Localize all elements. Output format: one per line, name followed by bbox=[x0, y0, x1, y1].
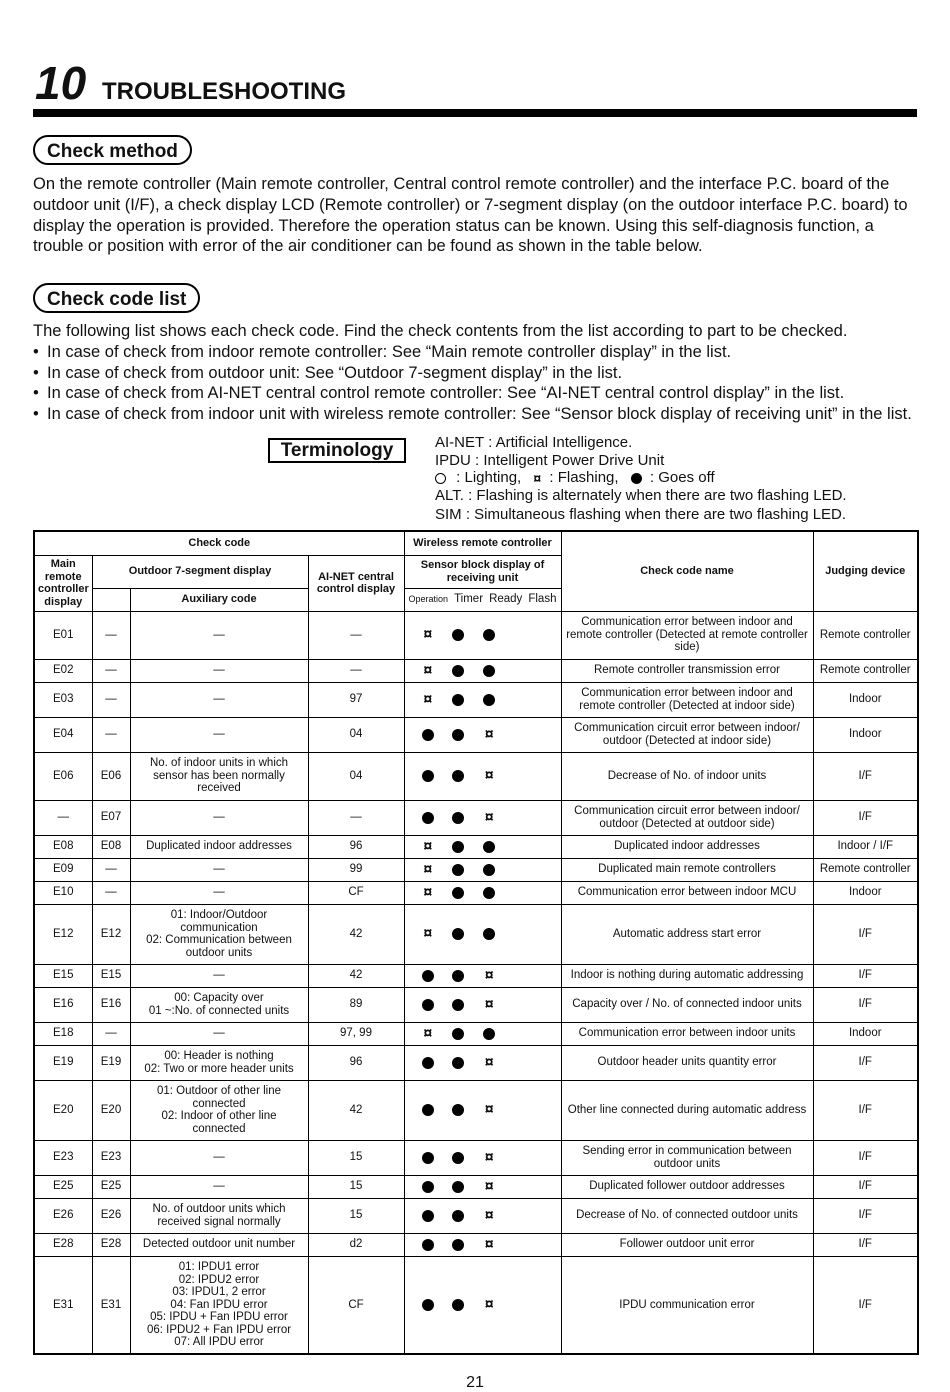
table-row bbox=[34, 1256, 918, 1354]
cell-name: Communication circuit error between indoor/ outdoor (Detected at indoor side) bbox=[561, 717, 813, 752]
flash-icon: ¤ bbox=[484, 808, 494, 826]
table-row bbox=[34, 904, 918, 964]
cell-judge: I/F bbox=[813, 1080, 918, 1140]
flash-icon: ¤ bbox=[423, 626, 433, 643]
flash-icon: ¤ bbox=[423, 837, 433, 855]
cell-name: Duplicated follower outdoor addresses bbox=[561, 1175, 813, 1198]
cell-ainet: CF bbox=[308, 881, 404, 904]
table-row bbox=[34, 881, 918, 904]
header-ainet: AI-NET central control display bbox=[308, 555, 404, 611]
cell-ainet: 42 bbox=[308, 1080, 404, 1140]
term-ainet: AI-NET : Artificial Intelligence. bbox=[435, 434, 633, 451]
dot-icon bbox=[452, 629, 464, 641]
term-alt: ALT. : Flashing is alternately when there are two flashing LED. bbox=[435, 486, 847, 504]
dot-icon bbox=[483, 864, 495, 876]
table-row bbox=[34, 858, 918, 881]
cell-aux: — bbox=[130, 1022, 308, 1045]
cell-aux: Detected outdoor unit number bbox=[130, 1233, 308, 1256]
header-judging-device: Judging device bbox=[813, 531, 918, 611]
dot-icon bbox=[452, 1181, 464, 1193]
flash-icon: ¤ bbox=[423, 860, 433, 878]
flash-icon: ¤ bbox=[484, 725, 494, 743]
cell-leds bbox=[404, 717, 561, 752]
cell-name: Communication error between indoor and remote controller (Detected at indoor side) bbox=[561, 682, 813, 717]
cell-aux: — bbox=[130, 682, 308, 717]
cell-name: Capacity over / No. of connected indoor units bbox=[561, 987, 813, 1022]
table-row bbox=[34, 1022, 918, 1045]
cell-leds bbox=[404, 987, 561, 1022]
cell-seg: E06 bbox=[92, 752, 130, 800]
cell-ainet: 15 bbox=[308, 1198, 404, 1233]
table-row bbox=[34, 659, 918, 682]
check-code-table bbox=[33, 530, 919, 1355]
terminology-list bbox=[435, 434, 847, 524]
cell-leds bbox=[404, 964, 561, 987]
dot-icon bbox=[422, 999, 434, 1011]
cell-aux: — bbox=[130, 1175, 308, 1198]
cell-judge: Indoor bbox=[813, 717, 918, 752]
cell-leds bbox=[404, 611, 561, 659]
cell-seg: — bbox=[92, 717, 130, 752]
page-number: 21 bbox=[466, 1374, 484, 1391]
cell-ainet: d2 bbox=[308, 1233, 404, 1256]
dot-icon bbox=[452, 864, 464, 876]
cell-name: Duplicated main remote controllers bbox=[561, 858, 813, 881]
cell-name: Communication error between indoor and remote controller (Detected at remote controller side) bbox=[561, 611, 813, 659]
chapter-title: TROUBLESHOOTING bbox=[102, 78, 346, 105]
flash-icon: ¤ bbox=[533, 469, 542, 486]
dot-icon bbox=[422, 1299, 434, 1311]
cell-main: E25 bbox=[34, 1175, 92, 1198]
flash-icon: ¤ bbox=[423, 661, 433, 679]
cell-judge: I/F bbox=[813, 1045, 918, 1080]
cell-judge: I/F bbox=[813, 800, 918, 835]
check-code-list-intro: The following list shows each check code. Find the check contents from the list according to part to be checked. bbox=[33, 322, 848, 340]
flash-icon: ¤ bbox=[423, 1024, 433, 1042]
cell-seg: E26 bbox=[92, 1198, 130, 1233]
cell-judge: I/F bbox=[813, 987, 918, 1022]
cell-aux: — bbox=[130, 1140, 308, 1175]
table-row bbox=[34, 800, 918, 835]
cell-seg: E28 bbox=[92, 1233, 130, 1256]
cell-seg: E15 bbox=[92, 964, 130, 987]
cell-ainet: 15 bbox=[308, 1175, 404, 1198]
cell-main: — bbox=[34, 800, 92, 835]
cell-judge: Indoor bbox=[813, 682, 918, 717]
cell-aux: 01: Indoor/Outdoor communication 02: Communication between outdoor units bbox=[130, 904, 308, 964]
dot-icon bbox=[422, 1210, 434, 1222]
cell-seg: E20 bbox=[92, 1080, 130, 1140]
cell-aux: — bbox=[130, 800, 308, 835]
dot-icon bbox=[452, 1104, 464, 1116]
flash-icon: ¤ bbox=[423, 690, 433, 708]
cell-main: E15 bbox=[34, 964, 92, 987]
table-row bbox=[34, 1198, 918, 1233]
dot-icon bbox=[422, 1152, 434, 1164]
cell-judge: I/F bbox=[813, 904, 918, 964]
dot-icon bbox=[452, 1239, 464, 1251]
cell-main: E20 bbox=[34, 1080, 92, 1140]
cell-leds bbox=[404, 1233, 561, 1256]
cell-judge: Remote controller bbox=[813, 659, 918, 682]
flash-icon: ¤ bbox=[484, 966, 494, 984]
cell-seg: — bbox=[92, 659, 130, 682]
cell-judge: Indoor bbox=[813, 881, 918, 904]
header-wireless: Wireless remote controller bbox=[404, 531, 561, 555]
term-goes-off: : Goes off bbox=[649, 469, 715, 486]
check-code-list-text bbox=[33, 321, 933, 425]
cell-leds bbox=[404, 1022, 561, 1045]
cell-name: Automatic address start error bbox=[561, 904, 813, 964]
header-timer: Timer bbox=[454, 593, 484, 606]
cell-leds bbox=[404, 1175, 561, 1198]
cell-seg: E23 bbox=[92, 1140, 130, 1175]
cell-seg: — bbox=[92, 881, 130, 904]
cell-name: Communication error between indoor MCU bbox=[561, 881, 813, 904]
dot-icon bbox=[483, 841, 495, 853]
header-check-code: Check code bbox=[34, 531, 404, 555]
header-flash: Flash bbox=[528, 593, 557, 606]
cell-ainet: 15 bbox=[308, 1140, 404, 1175]
cell-leds bbox=[404, 1140, 561, 1175]
dot-icon bbox=[452, 729, 464, 741]
bullet-item: • In case of check from outdoor unit: See “Outdoor 7-segment display” in the list. bbox=[33, 363, 623, 382]
chapter-number: 10 bbox=[35, 57, 87, 109]
cell-seg: E25 bbox=[92, 1175, 130, 1198]
dot-icon bbox=[422, 1104, 434, 1116]
bullet-item: • In case of check from indoor remote controller: See “Main remote controller display” in the list. bbox=[33, 342, 732, 361]
cell-seg: E31 bbox=[92, 1256, 130, 1354]
flash-icon: ¤ bbox=[484, 1206, 494, 1224]
check-method-body: On the remote controller (Main remote controller, Central control remote controller) and the interface P.C. board of the outdoor unit (I/F), a check display LCD (Remote controller) or 7-segment display (on the outdoor interface P.C. board) to display the operation is provided. Therefore the operation status can be known. Using this self-diagnosis function, a trouble or position with error of the air conditioner can be found as shown in the table below. bbox=[33, 175, 908, 256]
header-auxiliary: Auxiliary code bbox=[130, 588, 308, 611]
cell-name: Sending error in communication between outdoor units bbox=[561, 1140, 813, 1175]
cell-main: E18 bbox=[34, 1022, 92, 1045]
cell-leds bbox=[404, 752, 561, 800]
dot-icon bbox=[422, 1181, 434, 1193]
cell-ainet: 89 bbox=[308, 987, 404, 1022]
table-row bbox=[34, 835, 918, 858]
flash-icon: ¤ bbox=[484, 1101, 494, 1118]
cell-aux: — bbox=[130, 717, 308, 752]
cell-judge: I/F bbox=[813, 964, 918, 987]
cell-judge: Indoor / I/F bbox=[813, 835, 918, 858]
cell-seg: E08 bbox=[92, 835, 130, 858]
cell-main: E28 bbox=[34, 1233, 92, 1256]
table-row bbox=[34, 752, 918, 800]
flash-icon: ¤ bbox=[484, 1053, 494, 1071]
cell-leds bbox=[404, 858, 561, 881]
table-row bbox=[34, 1045, 918, 1080]
header-main-remote: Main remote controller display bbox=[34, 555, 92, 611]
flash-icon: ¤ bbox=[484, 1148, 494, 1166]
cell-main: E19 bbox=[34, 1045, 92, 1080]
header-seg-blank bbox=[92, 588, 130, 611]
cell-name: Decrease of No. of connected outdoor units bbox=[561, 1198, 813, 1233]
flash-icon: ¤ bbox=[484, 1295, 494, 1313]
flash-icon: ¤ bbox=[484, 995, 494, 1013]
cell-ainet: 04 bbox=[308, 752, 404, 800]
dot-icon bbox=[483, 629, 495, 641]
term-led-legend bbox=[435, 469, 847, 487]
cell-name: Remote controller transmission error bbox=[561, 659, 813, 682]
cell-main: E23 bbox=[34, 1140, 92, 1175]
table-row bbox=[34, 964, 918, 987]
cell-ainet: — bbox=[308, 659, 404, 682]
header-outdoor-7seg: Outdoor 7-segment display bbox=[92, 555, 308, 588]
dot-icon bbox=[452, 665, 464, 677]
flash-icon: ¤ bbox=[423, 925, 433, 942]
cell-main: E08 bbox=[34, 835, 92, 858]
dot-icon bbox=[483, 1028, 495, 1040]
cell-aux: No. of outdoor units which received signal normally bbox=[130, 1198, 308, 1233]
check-code-list-heading: Check code list bbox=[33, 283, 200, 313]
term-lighting: : Lighting, bbox=[456, 469, 522, 486]
cell-aux: — bbox=[130, 659, 308, 682]
dot-icon bbox=[483, 665, 495, 677]
cell-ainet: 96 bbox=[308, 835, 404, 858]
cell-judge: I/F bbox=[813, 1233, 918, 1256]
dot-icon bbox=[483, 694, 495, 706]
cell-ainet: — bbox=[308, 611, 404, 659]
cell-ainet: — bbox=[308, 800, 404, 835]
cell-leds bbox=[404, 1045, 561, 1080]
cell-main: E26 bbox=[34, 1198, 92, 1233]
cell-main: E10 bbox=[34, 881, 92, 904]
cell-name: Decrease of No. of indoor units bbox=[561, 752, 813, 800]
dot-icon bbox=[422, 812, 434, 824]
cell-judge: Remote controller bbox=[813, 858, 918, 881]
cell-main: E04 bbox=[34, 717, 92, 752]
cell-name: Duplicated indoor addresses bbox=[561, 835, 813, 858]
cell-seg: — bbox=[92, 858, 130, 881]
cell-judge: I/F bbox=[813, 1175, 918, 1198]
table-row bbox=[34, 1080, 918, 1140]
header-operation: Operation bbox=[408, 594, 449, 605]
table-row bbox=[34, 682, 918, 717]
cell-leds bbox=[404, 1256, 561, 1354]
terminology-label: Terminology bbox=[268, 438, 406, 463]
header-led-labels bbox=[404, 588, 561, 611]
cell-leds bbox=[404, 881, 561, 904]
cell-name: Communication circuit error between indoor/ outdoor (Detected at outdoor side) bbox=[561, 800, 813, 835]
cell-ainet: 97 bbox=[308, 682, 404, 717]
flash-icon: ¤ bbox=[484, 1235, 494, 1253]
dot-icon bbox=[452, 1210, 464, 1222]
cell-name: IPDU communication error bbox=[561, 1256, 813, 1354]
cell-main: E03 bbox=[34, 682, 92, 717]
dot-icon bbox=[452, 1057, 464, 1069]
cell-aux: 00: Header is nothing 02: Two or more header units bbox=[130, 1045, 308, 1080]
cell-name: Outdoor header units quantity error bbox=[561, 1045, 813, 1080]
dot-icon bbox=[422, 1057, 434, 1069]
dot-icon bbox=[483, 928, 495, 940]
cell-ainet: 42 bbox=[308, 904, 404, 964]
dot-icon bbox=[422, 970, 434, 982]
cell-name: Indoor is nothing during automatic addressing bbox=[561, 964, 813, 987]
cell-seg: — bbox=[92, 1022, 130, 1045]
dot-icon bbox=[422, 770, 434, 782]
cell-leds bbox=[404, 800, 561, 835]
header-check-code-name: Check code name bbox=[561, 531, 813, 611]
cell-seg: E16 bbox=[92, 987, 130, 1022]
cell-judge: I/F bbox=[813, 1256, 918, 1354]
cell-aux: No. of indoor units in which sensor has been normally received bbox=[130, 752, 308, 800]
table-row bbox=[34, 611, 918, 659]
cell-judge: Indoor bbox=[813, 1022, 918, 1045]
term-flashing: : Flashing, bbox=[549, 469, 619, 486]
cell-aux: Duplicated indoor addresses bbox=[130, 835, 308, 858]
table-row bbox=[34, 1175, 918, 1198]
cell-leds bbox=[404, 659, 561, 682]
bullet-item: • In case of check from AI-NET central control remote controller: See “AI-NET central control display” in the list. bbox=[33, 384, 845, 403]
cell-ainet: 96 bbox=[308, 1045, 404, 1080]
cell-aux: 01: IPDU1 error 02: IPDU2 error 03: IPDU1, 2 error 04: Fan IPDU error 05: IPDU + Fan IPDU error 06: IPDU2 + Fan IPDU error 07: All IPDU error bbox=[130, 1256, 308, 1354]
cell-main: E16 bbox=[34, 987, 92, 1022]
cell-seg: — bbox=[92, 682, 130, 717]
cell-main: E06 bbox=[34, 752, 92, 800]
cell-judge: I/F bbox=[813, 752, 918, 800]
flash-icon: ¤ bbox=[423, 883, 433, 901]
ring-icon bbox=[435, 473, 446, 484]
cell-name: Other line connected during automatic address bbox=[561, 1080, 813, 1140]
cell-seg: E12 bbox=[92, 904, 130, 964]
dot-icon bbox=[452, 770, 464, 782]
cell-judge: I/F bbox=[813, 1140, 918, 1175]
dot-icon bbox=[452, 887, 464, 899]
cell-seg: — bbox=[92, 611, 130, 659]
dot-icon bbox=[483, 887, 495, 899]
term-sim: SIM : Simultaneous flashing when there are two flashing LED. bbox=[435, 506, 847, 523]
cell-name: Communication error between indoor units bbox=[561, 1022, 813, 1045]
dot-icon bbox=[422, 1239, 434, 1251]
header-sensor-block: Sensor block display of receiving unit bbox=[404, 555, 561, 588]
cell-aux: 00: Capacity over 01 ~:No. of connected units bbox=[130, 987, 308, 1022]
cell-aux: — bbox=[130, 881, 308, 904]
chapter-rule bbox=[33, 109, 917, 117]
table-row bbox=[34, 1233, 918, 1256]
cell-main: E31 bbox=[34, 1256, 92, 1354]
dot-icon bbox=[452, 1152, 464, 1164]
dot-icon bbox=[452, 694, 464, 706]
cell-ainet: 42 bbox=[308, 964, 404, 987]
flash-icon: ¤ bbox=[484, 767, 494, 784]
term-ipdu: IPDU : Intelligent Power Drive Unit bbox=[435, 451, 665, 469]
cell-main: E02 bbox=[34, 659, 92, 682]
table-row bbox=[34, 717, 918, 752]
cell-main: E01 bbox=[34, 611, 92, 659]
cell-aux: — bbox=[130, 964, 308, 987]
dot-icon bbox=[452, 970, 464, 982]
cell-leds bbox=[404, 904, 561, 964]
cell-leds bbox=[404, 682, 561, 717]
table-row bbox=[34, 1140, 918, 1175]
cell-ainet: CF bbox=[308, 1256, 404, 1354]
cell-leds bbox=[404, 835, 561, 858]
dot-icon bbox=[452, 1028, 464, 1040]
dot-icon bbox=[452, 928, 464, 940]
cell-name: Follower outdoor unit error bbox=[561, 1233, 813, 1256]
dot-icon bbox=[631, 473, 642, 484]
cell-aux: — bbox=[130, 858, 308, 881]
flash-icon: ¤ bbox=[484, 1177, 494, 1195]
cell-main: E09 bbox=[34, 858, 92, 881]
cell-judge: Remote controller bbox=[813, 611, 918, 659]
cell-judge: I/F bbox=[813, 1198, 918, 1233]
cell-seg: E07 bbox=[92, 800, 130, 835]
dot-icon bbox=[452, 1299, 464, 1311]
cell-ainet: 04 bbox=[308, 717, 404, 752]
cell-leds bbox=[404, 1198, 561, 1233]
dot-icon bbox=[452, 841, 464, 853]
cell-main: E12 bbox=[34, 904, 92, 964]
check-method-heading: Check method bbox=[33, 135, 192, 165]
dot-icon bbox=[422, 729, 434, 741]
cell-aux: — bbox=[130, 611, 308, 659]
cell-leds bbox=[404, 1080, 561, 1140]
table-row bbox=[34, 987, 918, 1022]
bullet-item: • In case of check from indoor unit with wireless remote controller: See “Sensor block display of receiving unit” in the list. bbox=[33, 405, 912, 424]
cell-aux: 01: Outdoor of other line connected 02: Indoor of other line connected bbox=[130, 1080, 308, 1140]
cell-ainet: 99 bbox=[308, 858, 404, 881]
dot-icon bbox=[452, 812, 464, 824]
header-ready: Ready bbox=[489, 593, 523, 606]
cell-ainet: 97, 99 bbox=[308, 1022, 404, 1045]
dot-icon bbox=[452, 999, 464, 1011]
cell-seg: E19 bbox=[92, 1045, 130, 1080]
